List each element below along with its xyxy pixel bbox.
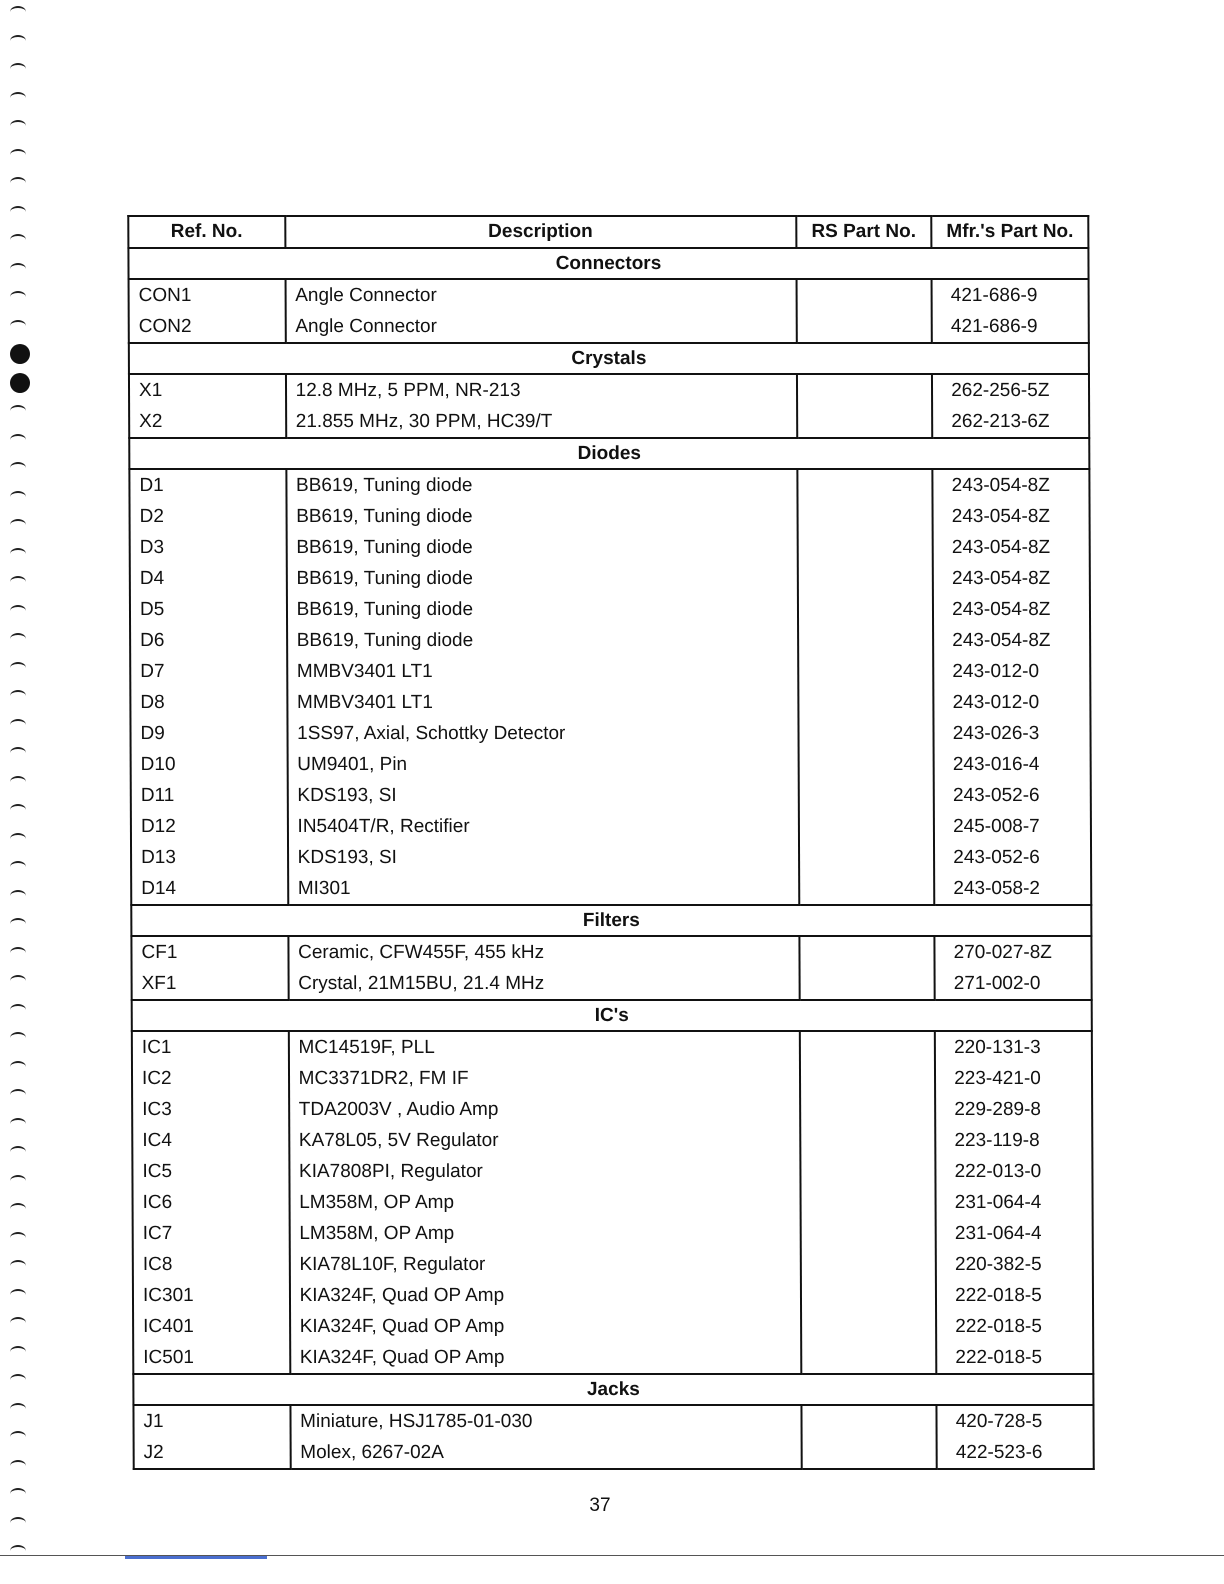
binder-arc-icon [10,776,26,788]
binder-arc-icon [10,1374,26,1386]
section-body-row [133,1405,1093,1469]
table-row-rs [800,842,934,873]
table-row-mfr: 243-054-8Z [951,537,1051,558]
ref-cell [133,1405,290,1469]
table-row-ref: D3 [139,537,165,558]
header-mfr-part-no: Mfr.'s Part No. [931,216,1088,248]
table-row-mfr: 243-052-6 [952,785,1040,806]
table-row-desc: MI301 [297,878,351,899]
header-ref-no: Ref. No. [128,216,285,248]
table-row-mfr: 222-018-5 [955,1285,1042,1306]
table-row-desc: LM358M, OP Amp [299,1192,455,1213]
table-row-ref: IC401 [143,1316,194,1337]
table-row-rs [801,1156,935,1187]
mfr-part-cell [932,374,1089,438]
table-row-rs [802,1311,936,1342]
section-title: Crystals [129,343,1089,374]
table-row-rs [802,1342,936,1373]
header-description: Description [285,216,796,248]
binder-arc-icon [10,662,26,674]
binder-arc-icon [10,320,26,332]
table-row-rs [802,1437,936,1468]
table-row-desc: BB619, Tuning diode [296,506,473,527]
section-header-row [129,438,1089,469]
binder-arc-icon [10,1289,26,1301]
binder-arc-icon [10,804,26,816]
section-header-row [131,905,1091,936]
mfr-part-cell [937,1405,1094,1469]
binder-arc-icon [10,690,26,702]
table-row-desc: Crystal, 21M15BU, 21.4 MHz [298,973,545,994]
description-cell [286,374,797,438]
table-row-rs [798,563,932,594]
mfr-part-cell [933,469,1092,905]
table-row-desc: MMBV3401 LT1 [296,692,433,713]
rs-part-cell [797,469,934,905]
table-row-ref: XF1 [141,973,177,994]
table-row-rs [798,406,932,437]
binder-arc-icon [10,1061,26,1073]
table-row-ref: D5 [139,599,165,620]
table-row-mfr: 229-289-8 [954,1099,1041,1120]
binder-arc-icon [10,890,26,902]
rs-part-cell [799,936,935,1000]
section-header-row [128,248,1088,279]
ref-cell [131,936,288,1000]
table-row-ref: D14 [141,878,177,899]
table-row-rs [801,1125,935,1156]
table-row-rs [797,311,931,342]
table-row-rs [799,687,933,718]
binder-arc-icon [10,1517,26,1529]
table-row-ref: IC1 [141,1037,172,1058]
table-row-mfr: 231-064-4 [954,1192,1042,1213]
table-row-mfr: 245-008-7 [953,816,1040,837]
table-row-rs [799,625,933,656]
table-row-mfr: 231-064-4 [954,1223,1042,1244]
rs-part-cell [796,279,932,343]
binder-arc-icon [10,1146,26,1158]
binder-arc-icon [10,120,26,132]
binder-arc-icon [10,1089,26,1101]
table-row-desc: KDS193, SI [297,847,397,868]
section-body-row [129,374,1089,438]
table-row-desc: MC3371DR2, FM IF [298,1068,469,1089]
table-row-rs [798,375,932,406]
table-row-mfr: 420-728-5 [955,1411,1043,1432]
table-row-desc: Angle Connector [295,316,437,337]
section-header-row [133,1374,1093,1405]
table-row-rs [801,1280,935,1311]
table-row-ref: IC4 [142,1130,172,1151]
binder-arc-icon [10,1032,26,1044]
binder-arc-icon [10,576,26,588]
binder-arc-icon [10,263,26,275]
table-row-ref: IC2 [141,1068,172,1089]
binder-arc-icon [10,462,26,474]
table-row-rs [801,1187,935,1218]
table-row-rs [799,656,933,687]
binder-arc-icon [10,434,26,446]
bottom-tab-marker [125,1556,267,1559]
binder-arc-icon [10,747,26,759]
section-header-row [132,1000,1092,1031]
table-row-rs [800,1032,934,1063]
table-row-rs [800,937,934,968]
binder-arc-icon [10,719,26,731]
table-row-ref: D7 [140,661,165,682]
table-row-mfr: 243-054-8Z [952,599,1051,620]
table-row-mfr: 243-054-8Z [951,568,1051,589]
table-row-rs [801,1249,935,1280]
description-cell [288,936,799,1000]
table-row-ref: IC501 [143,1347,194,1368]
table-row-rs [799,811,933,842]
binder-arc-icon [10,35,26,47]
table-row-ref: D2 [139,506,164,527]
binder-arc-icon [10,861,26,873]
mfr-part-cell [935,1031,1093,1374]
table-row-rs [799,718,933,749]
table-row-ref: IC6 [142,1192,173,1213]
binder-arc-icon [10,6,26,18]
table-row-mfr: 222-018-5 [955,1347,1043,1368]
parts-list-table [127,215,1094,1470]
table-row-ref: D8 [140,692,165,713]
mfr-part-cell [932,279,1089,343]
page-number: 37 [589,1495,611,1516]
table-row-rs [800,873,934,904]
binder-arc-icon [10,975,26,987]
binder-arc-icon [10,491,26,503]
table-row-desc: KIA324F, Quad OP Amp [299,1347,505,1368]
table-row-rs [801,1218,935,1249]
table-row-desc: MMBV3401 LT1 [296,661,433,682]
mfr-part-cell [935,936,1092,1000]
binder-margin [8,0,34,1584]
table-row-ref: D13 [141,847,176,868]
table-row-mfr: 243-012-0 [952,692,1040,713]
table-row-desc: KIA324F, Quad OP Amp [299,1316,505,1337]
table-row-ref: X2 [139,411,163,432]
table-row-mfr: 243-052-6 [953,847,1040,868]
section-title: Diodes [129,438,1089,469]
table-row-desc: KIA78L10F, Regulator [299,1254,486,1275]
rs-part-cell [801,1405,937,1469]
table-row-mfr: 243-016-4 [952,754,1040,775]
table-row-ref: D11 [140,785,175,806]
binder-arc-icon [10,519,26,531]
table-row-rs [801,1094,935,1125]
binder-arc-icon [10,1004,26,1016]
binder-arc-icon [10,177,26,189]
description-cell [285,279,796,343]
table-row-desc: IN5404T/R, Rectifier [297,816,470,837]
table-row-mfr: 220-131-3 [954,1037,1041,1058]
rs-part-cell [799,1031,936,1374]
description-cell [288,1031,800,1374]
binder-arc-icon [10,1175,26,1187]
table-row-desc: KDS193, SI [297,785,397,806]
table-row-desc: 21.855 MHz, 30 PPM, HC39/T [295,411,553,432]
binder-arc-icon [10,548,26,560]
table-row-ref: J1 [143,1411,164,1432]
binder-arc-icon [10,1431,26,1443]
table-row-ref: D10 [140,754,176,775]
table-row-desc: UM9401, Pin [297,754,408,775]
binder-arc-icon [10,149,26,161]
binder-arc-icon [10,1317,26,1329]
table-row-desc: Miniature, HSJ1785-01-030 [300,1411,533,1432]
table-row-ref: IC301 [142,1285,194,1306]
table-row-mfr: 421-686-9 [950,316,1038,337]
header-rs-part-no: RS Part No. [796,216,932,248]
binder-arc-icon [10,833,26,845]
table-row-mfr: 271-002-0 [953,973,1041,994]
binder-arc-icon [10,1403,26,1415]
binder-arc-icon [10,1118,26,1130]
table-row-desc: Ceramic, CFW455F, 455 kHz [298,942,545,963]
binder-arc-icon [10,234,26,246]
binder-arc-icon [10,1460,26,1472]
table-row-rs [799,780,933,811]
binder-arc-icon [10,1260,26,1272]
table-row-desc: 1SS97, Axial, Schottky Detector [297,723,566,744]
section-body-row [129,279,1089,343]
table-row-desc: KIA324F, Quad OP Amp [299,1285,505,1306]
table-row-rs [801,1063,935,1094]
table-row-ref: CON1 [138,285,192,306]
binder-arc-icon [10,918,26,930]
ref-cell [132,1031,290,1374]
section-title: Filters [131,905,1091,936]
section-body-row [129,469,1091,905]
table-row-rs [798,594,932,625]
table-row-desc: BB619, Tuning diode [296,630,474,651]
table-row-desc: KA78L05, 5V Regulator [298,1130,499,1151]
table-row-ref: CF1 [141,942,178,963]
table-row-mfr: 270-027-8Z [953,942,1052,963]
table-row-mfr: 222-018-5 [955,1316,1042,1337]
description-cell [286,469,799,905]
table-row-rs [798,532,932,563]
binder-hole-icon [10,373,30,393]
table-row-desc: BB619, Tuning diode [295,475,473,496]
table-row-ref: IC5 [142,1161,173,1182]
table-row-mfr: 243-012-0 [952,661,1040,682]
section-body-row [131,936,1091,1000]
table-row-ref: CON2 [138,316,192,337]
binder-arc-icon [10,63,26,75]
table-row-ref: IC3 [142,1099,172,1120]
table-row-ref: J2 [143,1442,164,1463]
table-row-mfr: 243-054-8Z [952,630,1051,651]
table-row-mfr: 223-421-0 [954,1068,1041,1089]
section-title: Jacks [133,1374,1093,1405]
table-row-mfr: 222-013-0 [954,1161,1042,1182]
section-title: Connectors [128,248,1088,279]
table-row-rs [802,1406,936,1437]
table-row-desc: Molex, 6267-02A [300,1442,444,1463]
table-row-mfr: 262-256-5Z [951,380,1050,401]
table-row-desc: KIA7808PI, Regulator [298,1161,483,1182]
table-row-desc: TDA2003V , Audio Amp [298,1099,499,1120]
section-title: IC's [132,1000,1092,1031]
table-row-rs [798,470,932,501]
binder-arc-icon [10,92,26,104]
table-row-mfr: 220-382-5 [954,1254,1042,1275]
table-row-desc: LM358M, OP Amp [299,1223,455,1244]
table-row-rs [797,280,931,311]
table-row-mfr: 243-026-3 [952,723,1040,744]
table-row-mfr: 223-119-8 [954,1130,1040,1151]
table-row-desc: MC14519F, PLL [298,1037,435,1058]
binder-arc-icon [10,206,26,218]
table-row-rs [800,968,934,999]
table-row-desc: BB619, Tuning diode [296,599,474,620]
table-row-ref: D4 [139,568,165,589]
table-row-mfr: 262-213-6Z [951,411,1050,432]
binder-arc-icon [10,605,26,617]
table-row-ref: D1 [139,475,164,496]
binder-arc-icon [10,1232,26,1244]
table-row-desc: BB619, Tuning diode [296,537,473,558]
table-row-mfr: 243-058-2 [953,878,1041,899]
table-row-mfr: 243-054-8Z [951,506,1051,527]
section-header-row [129,343,1089,374]
table-row-ref: D6 [140,630,165,651]
binder-arc-icon [10,291,26,303]
table-row-desc: Angle Connector [295,285,437,306]
binder-arc-icon [10,1346,26,1358]
ref-cell [129,469,287,905]
table-row-mfr: 243-054-8Z [951,475,1050,496]
table-row-ref: X1 [138,380,163,401]
table-row-ref: IC7 [142,1223,173,1244]
table-row-mfr: 421-686-9 [950,285,1038,306]
description-cell [290,1405,801,1469]
table-row-mfr: 422-523-6 [955,1442,1043,1463]
binder-arc-icon [10,947,26,959]
ref-cell [129,374,286,438]
table-row-rs [799,749,933,780]
table-row-ref: IC8 [142,1254,173,1275]
table-row-desc: 12.8 MHz, 5 PPM, NR-213 [295,380,521,401]
ref-cell [129,279,286,343]
binder-arc-icon [10,405,26,417]
table-row-desc: BB619, Tuning diode [296,568,473,589]
table-row-ref: D12 [140,816,176,837]
table-row-rs [798,501,932,532]
binder-arc-icon [10,633,26,645]
table-header-row [128,216,1088,248]
table-row-ref: D9 [140,723,165,744]
section-body-row [132,1031,1093,1374]
binder-hole-icon [10,344,30,364]
rs-part-cell [797,374,933,438]
binder-arc-icon [10,1203,26,1215]
